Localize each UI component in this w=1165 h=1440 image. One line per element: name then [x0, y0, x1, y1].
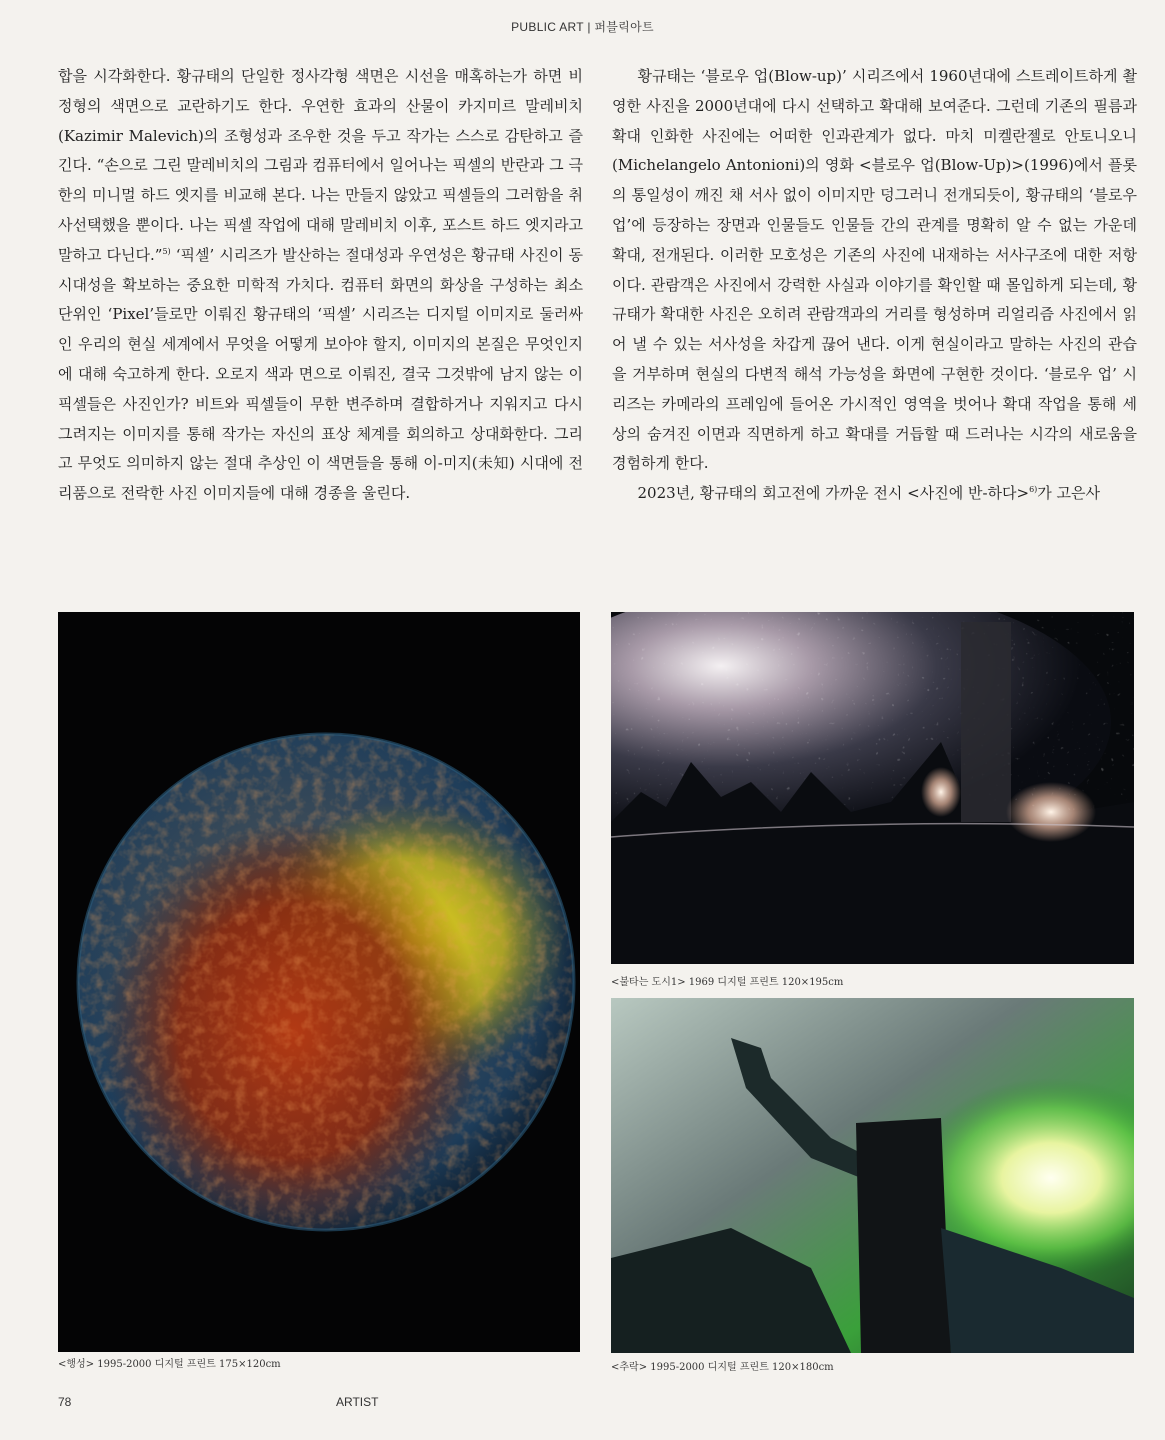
right-paragraph-2-tail: 가 고은사	[1037, 484, 1101, 503]
left-paragraph	[58, 62, 583, 509]
right-paragraph-2	[612, 479, 1137, 509]
running-header: PUBLIC ART | 퍼블릭아트	[511, 20, 654, 34]
left-text-part-2: ‘픽셀’ 시리즈가 발산하는 절대성과 우연성은 황규태 사진이 동시대성을 확보하는 중요한 미학적 가치다. 컴퓨터 화면의 화상을 구성하는 최소 단위인 ‘Pixel’들로만 이뤄진 황규태의 ‘픽셀’ 시리즈는 디지털 이미지로 둘러싸인 우리의 현실 세계에서 무엇을 어떻게 보아야 할지, 이미지의 본질은 무엇인지에 대해 숙고하게 한다. 오로지 색과 면으로 이뤄진, 결국 그것밖에 남지 않는 이 픽셀들은 사진인가? 비트와 픽셀들이 무한 변주하며 결합하거나 지워지고 다시 그려지는 이미지를 통해 작가는 자신의 표상 체계를 회의하고 상대화한다. 그리고 무엇도 의미하지 않는 절대 추상인 이 색면들을 통해 이-미지(未知) 시대에 전리품으로 전락한 사진 이미지들에 대해 경종을 울린다.	[58, 245, 583, 503]
magazine-name: ARTIST	[336, 1395, 379, 1409]
right-paragraph-2-text: 2023년, 황규태의 회고전에 가까운 전시 <사진에 반-하다>	[637, 484, 1030, 503]
right-text-column	[612, 62, 1137, 509]
caption-planet: <행성> 1995-2000 디지털 프린트 175×120cm	[58, 1359, 281, 1370]
left-text-part-1: 합을 시각화한다. 황규태의 단일한 정사각형 색면은 시선을 매혹하는가 하면 비정형의 색면으로 교란하기도 한다. 우연한 효과의 산물이 카지미르 말레비치(Kazimir Malevich)의 조형성과 조우한 것을 두고 작가는 스스로 감탄하고 즐긴다. “손으로 그린 말레비치의 그림과 컴퓨터에서 일어나는 픽셀의 반란과 그 극한의 미니멀 하드 엣지를 비교해 본다. 나는 만들지 않았고 픽셀들의 그러함을 취사선택했을 뿐이다. 나는 픽셀 작업에 대해 말레비치 이후, 포스트 하드 엣지라고 말하고 다닌다.”	[58, 67, 583, 264]
artwork-fall-image	[611, 998, 1134, 1353]
artwork-planet-image	[58, 612, 580, 1352]
footnote-ref-6: 6)	[1029, 485, 1038, 495]
right-paragraph-1: 황규태는 ‘블로우 업(Blow-up)’ 시리즈에서 1960년대에 스트레이트하게 촬영한 사진을 2000년대에 다시 선택하고 확대해 보여준다. 그런데 기존의 필름과 확대 인화한 사진에는 어떠한 인과관계가 없다. 마치 미켈란젤로 안토니오니(Michelangelo Antonioni)의 영화 <블로우 업(Blow-Up)>(1996)에서 플롯의 통일성이 깨진 채 서사 없이 이미지만 덩그러니 전개되듯이, 황규태의 ‘블로우 업’에 등장하는 장면과 인물들도 인물들 간의 관계를 명확히 알 수 없는 가운데 확대, 전개된다. 이러한 모호성은 기존의 사진에 내재하는 서사구조에 대한 저항이다. 관람객은 사진에서 강력한 사실과 이야기를 확인할 때 몰입하게 되는데, 황규태가 확대한 사진은 오히려 관람객과의 거리를 형성하며 리얼리즘 사진에서 읽어 낼 수 있는 서사성을 차갑게 끊어 낸다. 이게 현실이라고 말하는 사진의 관습을 거부하며 현실의 다변적 해석 가능성을 화면에 구현한 것이다. ‘블로우 업’ 시리즈는 카메라의 프레임에 들어온 가시적인 영역을 벗어나 확대 작업을 통해 세상의 숨겨진 이면과 직면하게 하고 확대를 거듭할 때 드러나는 시각의 새로움을 경험하게 한다.	[612, 67, 1137, 473]
artwork-burning-city-image	[611, 612, 1134, 964]
caption-fall: <추락> 1995-2000 디지털 프린트 120×180cm	[611, 1362, 834, 1373]
footnote-ref-5: 5)	[162, 246, 171, 256]
page-number: 78	[58, 1395, 72, 1409]
left-text-column	[58, 62, 583, 509]
caption-burning-city: <불타는 도시1> 1969 디지털 프린트 120×195cm	[611, 977, 844, 988]
